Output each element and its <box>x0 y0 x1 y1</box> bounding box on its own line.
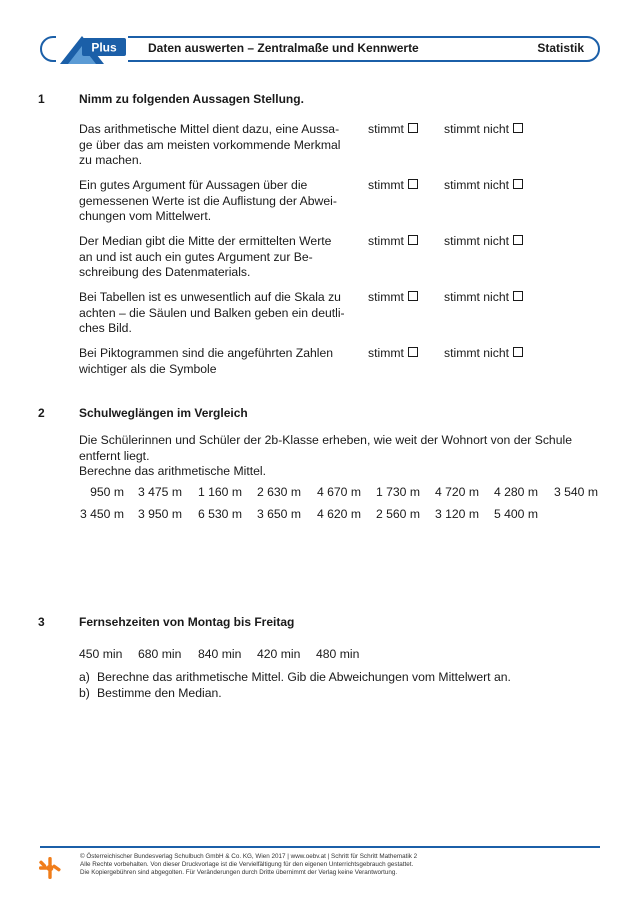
distance-value: 3 120 m <box>434 507 479 521</box>
statement-4: Bei Tabellen ist es unwesentlich auf die Skala zu achten – die Säulen und Balken geben ein deutli- ches Bild. <box>79 290 345 336</box>
distance-value: 2 630 m <box>256 485 301 499</box>
tv-time-value: 420 min <box>257 647 301 661</box>
statement-1: Das arithmetische Mittel dient dazu, eine Aussa- ge über das am meisten vorkommende Merkmal zu machen. <box>79 122 341 168</box>
statement-4-yes[interactable]: stimmt <box>368 290 418 304</box>
distance-value: 4 720 m <box>434 485 479 499</box>
subtask-b: b) Bestimme den Median. <box>79 686 222 700</box>
statement-1-no[interactable]: stimmt nicht <box>444 122 523 136</box>
page-title: Daten auswerten – Zentralmaße und Kennwerte <box>148 41 419 55</box>
task1-number: 1 <box>38 92 45 106</box>
subtask-a: a) Berechne das arithmetische Mittel. Gib die Abweichungen vom Mittelwert an. <box>79 670 511 684</box>
footer-divider <box>40 846 600 848</box>
tv-time-value: 480 min <box>316 647 360 661</box>
statement-2: Ein gutes Argument für Aussagen über die gemessenen Werte ist die Auflistung der Abwei- chungen vom Mittelwert. <box>79 178 337 224</box>
distance-value: 2 560 m <box>375 507 420 521</box>
checkbox-icon[interactable] <box>408 179 418 189</box>
task2-intro: Die Schülerinnen und Schüler der 2b-Klasse erheben, wie weit der Wohnort von der Schule entfernt liegt. Berechne das arithmetische Mittel. <box>79 433 572 479</box>
tv-time-value: 840 min <box>198 647 242 661</box>
statement-4-no[interactable]: stimmt nicht <box>444 290 523 304</box>
tv-time-value: 450 min <box>79 647 123 661</box>
distance-value: 5 400 m <box>493 507 538 521</box>
task1-heading: Nimm zu folgenden Aussagen Stellung. <box>79 92 304 106</box>
distance-value: 4 280 m <box>493 485 538 499</box>
distance-value: 3 475 m <box>137 485 182 499</box>
distance-value: 4 670 m <box>316 485 361 499</box>
statement-5-no[interactable]: stimmt nicht <box>444 346 523 360</box>
checkbox-icon[interactable] <box>513 291 523 301</box>
checkbox-icon[interactable] <box>408 235 418 245</box>
statement-3-yes[interactable]: stimmt <box>368 234 418 248</box>
checkbox-icon[interactable] <box>408 291 418 301</box>
statement-2-yes[interactable]: stimmt <box>368 178 418 192</box>
checkbox-icon[interactable] <box>408 347 418 357</box>
distance-value: 3 540 m <box>553 485 598 499</box>
checkbox-icon[interactable] <box>408 123 418 133</box>
plus-logo-icon <box>56 34 128 66</box>
statement-5-yes[interactable]: stimmt <box>368 346 418 360</box>
subject-label: Statistik <box>537 41 584 55</box>
distance-value: 3 950 m <box>137 507 182 521</box>
publisher-star-icon <box>38 856 62 880</box>
distance-value: 4 620 m <box>316 507 361 521</box>
footer-copyright: © Österreichischer Bundesverlag Schulbuch GmbH & Co. KG, Wien 2017 | www.oebv.at | Schritt für Schritt Mathematik 2 Alle Rechte vorbehalten. Von dieser Druckvorlage ist die Vervielfältigung für den eigenen Unterrichtsgebrauch gestattet. Die Kopiergebühren sind abgegolten. Für Veränderungen durch Dritte übernimmt der Verlag keine Verantwortung. <box>80 853 418 877</box>
distance-value: 950 m <box>90 485 124 499</box>
statement-2-no[interactable]: stimmt nicht <box>444 178 523 192</box>
logo-text: Plus <box>91 40 117 55</box>
checkbox-icon[interactable] <box>513 235 523 245</box>
task3-number: 3 <box>38 615 45 629</box>
distance-value: 3 450 m <box>79 507 124 521</box>
distance-value: 6 530 m <box>197 507 242 521</box>
distance-value: 1 160 m <box>197 485 242 499</box>
task2-number: 2 <box>38 406 45 420</box>
checkbox-icon[interactable] <box>513 123 523 133</box>
statement-3-no[interactable]: stimmt nicht <box>444 234 523 248</box>
statement-3: Der Median gibt die Mitte der ermittelten Werte an und ist auch ein gutes Argument zur Be- schreibung des Datenmaterials. <box>79 234 332 280</box>
tv-time-value: 680 min <box>138 647 182 661</box>
distance-value: 1 730 m <box>375 485 420 499</box>
checkbox-icon[interactable] <box>513 347 523 357</box>
distance-value: 3 650 m <box>256 507 301 521</box>
statement-5: Bei Piktogrammen sind die angeführten Zahlen wichtiger als die Symbole <box>79 346 334 376</box>
task2-heading: Schulweglängen im Vergleich <box>79 406 248 420</box>
task3-heading: Fernsehzeiten von Montag bis Freitag <box>79 615 295 629</box>
checkbox-icon[interactable] <box>513 179 523 189</box>
statement-1-yes[interactable]: stimmt <box>368 122 418 136</box>
